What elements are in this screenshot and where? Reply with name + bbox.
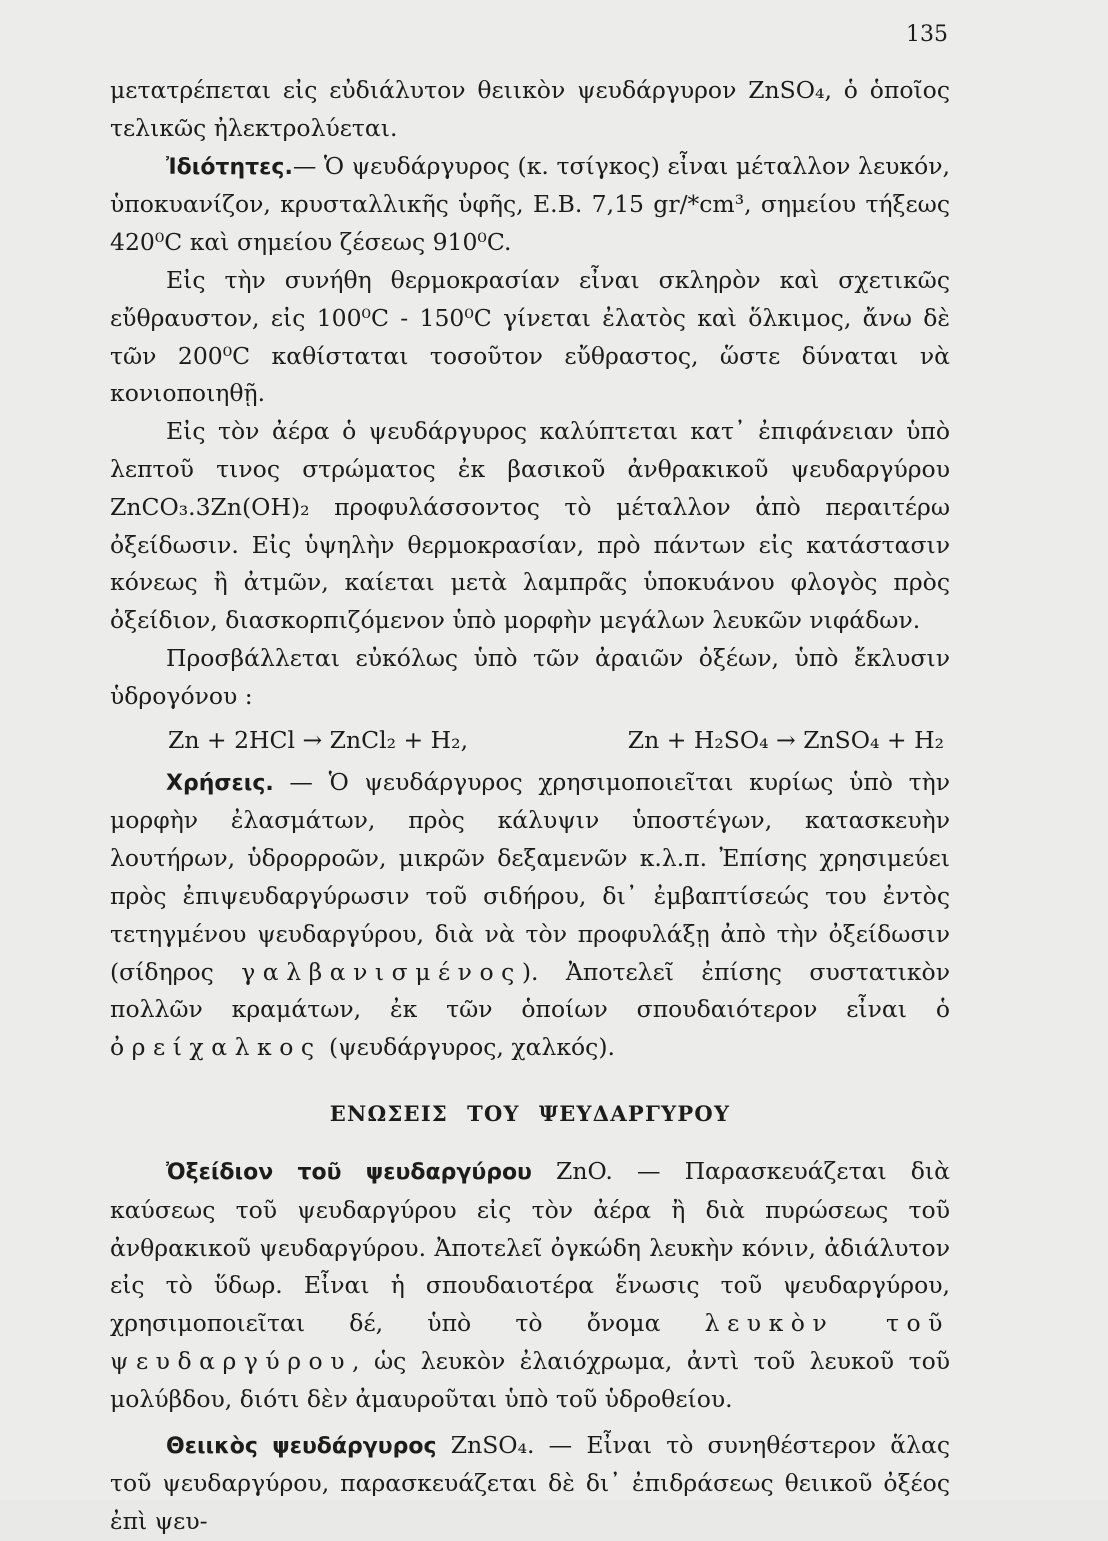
section-label-properties: Ἰδιότητες. xyxy=(166,154,293,180)
paragraph-text: (ψευδάργυρος, χαλκός). xyxy=(329,1033,615,1062)
page-body xyxy=(110,72,950,1541)
paragraph-text: — Ὁ ψευδάργυρος χρησιμοποιεῖται κυρίως ὑπὸ τὴν μορφὴν ἐλασμάτων, πρὸς κάλυψιν ὑποστέγων, κατασκευὴν λουτήρων, ὑδρορροῶν, μικρῶν δεξαμενῶν κ.λ.π. Ἐπίσης χρησιμεύει πρὸς ἐπιψευδαργύρωσιν τοῦ σιδήρου, δι᾽ ἐμβαπτίσεώς του ἐντὸς τετηγμένου ψευδαργύρου, διὰ νὰ τὸν προφυλάξῃ ἀπὸ τὴν ὀξείδωσιν (σίδηρος xyxy=(110,767,950,986)
paragraph-zinc-oxide xyxy=(110,1153,950,1419)
section-label-uses: Χρήσεις. xyxy=(166,770,274,796)
paragraph-acids xyxy=(110,640,950,716)
equation-hcl: Zn + 2HCl → ZnCl₂ + H₂, xyxy=(168,725,469,754)
paragraph-text: — Εἶναι τὸ συνηθέστερον ἅλας τοῦ ψευδαργύρου, παρασκευάζεται δὲ δι᾽ ἐπιδράσεως θειικοῦ ὀξέος ἐπὶ ψευ- xyxy=(110,1430,951,1536)
paragraph-continuation xyxy=(110,72,950,148)
equations-row xyxy=(110,720,950,760)
paragraph-text: — Ὁ ψευδάργυρος (κ. τσίγκος) εἶναι μέταλλον λευκόν, ὑποκυανίζον, κρυσταλλικῆς ὑφῆς, Ε.Β. 7,15 gr/*cm³, σημείου τήξεως 420⁰C καὶ σημείου ζέσεως 910⁰C. xyxy=(110,151,950,257)
paragraph-air-oxidation xyxy=(110,413,950,640)
paragraph-temperature xyxy=(110,262,950,413)
paragraph-zinc-sulfate xyxy=(110,1427,950,1541)
section-label-zinc-oxide: Ὀξείδιον τοῦ ψευδαργύρου xyxy=(166,1159,532,1185)
formula-zno: ZnO. xyxy=(556,1156,613,1185)
section-label-zinc-sulfate: Θειικὸς ψευδάργυρος xyxy=(166,1433,437,1459)
paragraph-text: , ὡς λευκὸν ἐλαιόχρωμα, ἀντὶ τοῦ λευκοῦ τοῦ μολύβδου, διότι δὲν ἀμαυροῦται ὑπὸ τοῦ ὑδροθείου. xyxy=(110,1346,950,1413)
formula-znso4: ZnSO₄. xyxy=(450,1430,535,1459)
equation-h2so4: Zn + H₂SO₄ → ZnSO₄ + H₂ xyxy=(627,725,944,754)
term-zinc-white: λευκὸν τοῦ ψευδαργύρου xyxy=(110,1309,950,1375)
paragraph-text: ). Ἀποτελεῖ ἐπίσης συστατικὸν πολλῶν κραμάτων, ἐκ τῶν ὁποίων σπουδαιότερον εἶναι ὁ xyxy=(110,957,950,1024)
paragraph-text: Προσβάλλεται εὐκόλως ὑπὸ τῶν ἀραιῶν ὀξέων, ὑπὸ ἔκλυσιν ὑδρογόνου : xyxy=(110,643,950,710)
paragraph-text: μετατρέπεται εἰς εὐδιάλυτον θειικὸν ψευδάργυρον ZnSO₄, ὁ ὁποῖος τελικῶς ἠλεκτρολύεται. xyxy=(110,76,950,142)
paragraph-text: — Παρασκευάζεται διὰ καύσεως τοῦ ψευδαργύρου εἰς τὸν ἀέρα ἢ διὰ πυρώσεως τοῦ ἀνθρακικοῦ ψευδαργύρου. Ἀποτελεῖ ὀγκώδη λευκὴν κόνιν, ἀδιάλυτον εἰς τὸ ὕδωρ. Εἶναι ἡ σπουδαιοτέρα ἕνωσις τοῦ ψευδαργύρου, χρησιμοποιεῖται δέ, ὑπὸ τὸ ὄνομα xyxy=(110,1156,950,1338)
term-brass: ὀρείχαλκος xyxy=(110,1033,322,1062)
paragraph-uses xyxy=(110,764,950,1067)
page-number: 135 xyxy=(906,22,948,47)
paragraph-text: Εἰς τὸν ἀέρα ὁ ψευδάργυρος καλύπτεται κατ᾽ ἐπιφάνειαν ὑπὸ λεπτοῦ τινος στρώματος ἐκ βασικοῦ ἀνθρακικοῦ ψευδαργύρου ZnCO₃.3Zn(OH)₂ προφυλάσσοντος τὸ μέταλλον ἀπὸ περαιτέρω ὀξείδωσιν. Εἰς ὑψηλὴν θερμοκρασίαν, πρὸ πάντων εἰς κατάστασιν κόνεως ἢ ἀτμῶν, καίεται μετὰ λαμπρᾶς ὑποκυάνου φλογὸς πρὸς ὀξείδιον, διασκορπιζόμενον ὑπὸ μορφὴν μεγάλων λευκῶν νιφάδων. xyxy=(110,417,950,635)
term-galvanized: γαλβανισμένος xyxy=(241,957,522,986)
paragraph-properties xyxy=(110,148,950,262)
section-heading: ΕΝΩΣΕΙΣ ΤΟΥ ΨΕΥΔΑΡΓΥΡΟΥ xyxy=(329,1100,731,1126)
paragraph-text: Εἰς τὴν συνήθη θερμοκρασίαν εἶναι σκληρὸν καὶ σχετικῶς εὔθραυστον, εἰς 100⁰C - 150⁰C γίνεται ἐλατὸς καὶ ὅλκιμος, ἄνω δὲ τῶν 200⁰C καθίσταται τοσοῦτον εὔθραστος, ὥστε δύναται νὰ κονιοποιηθῇ. xyxy=(110,265,950,408)
